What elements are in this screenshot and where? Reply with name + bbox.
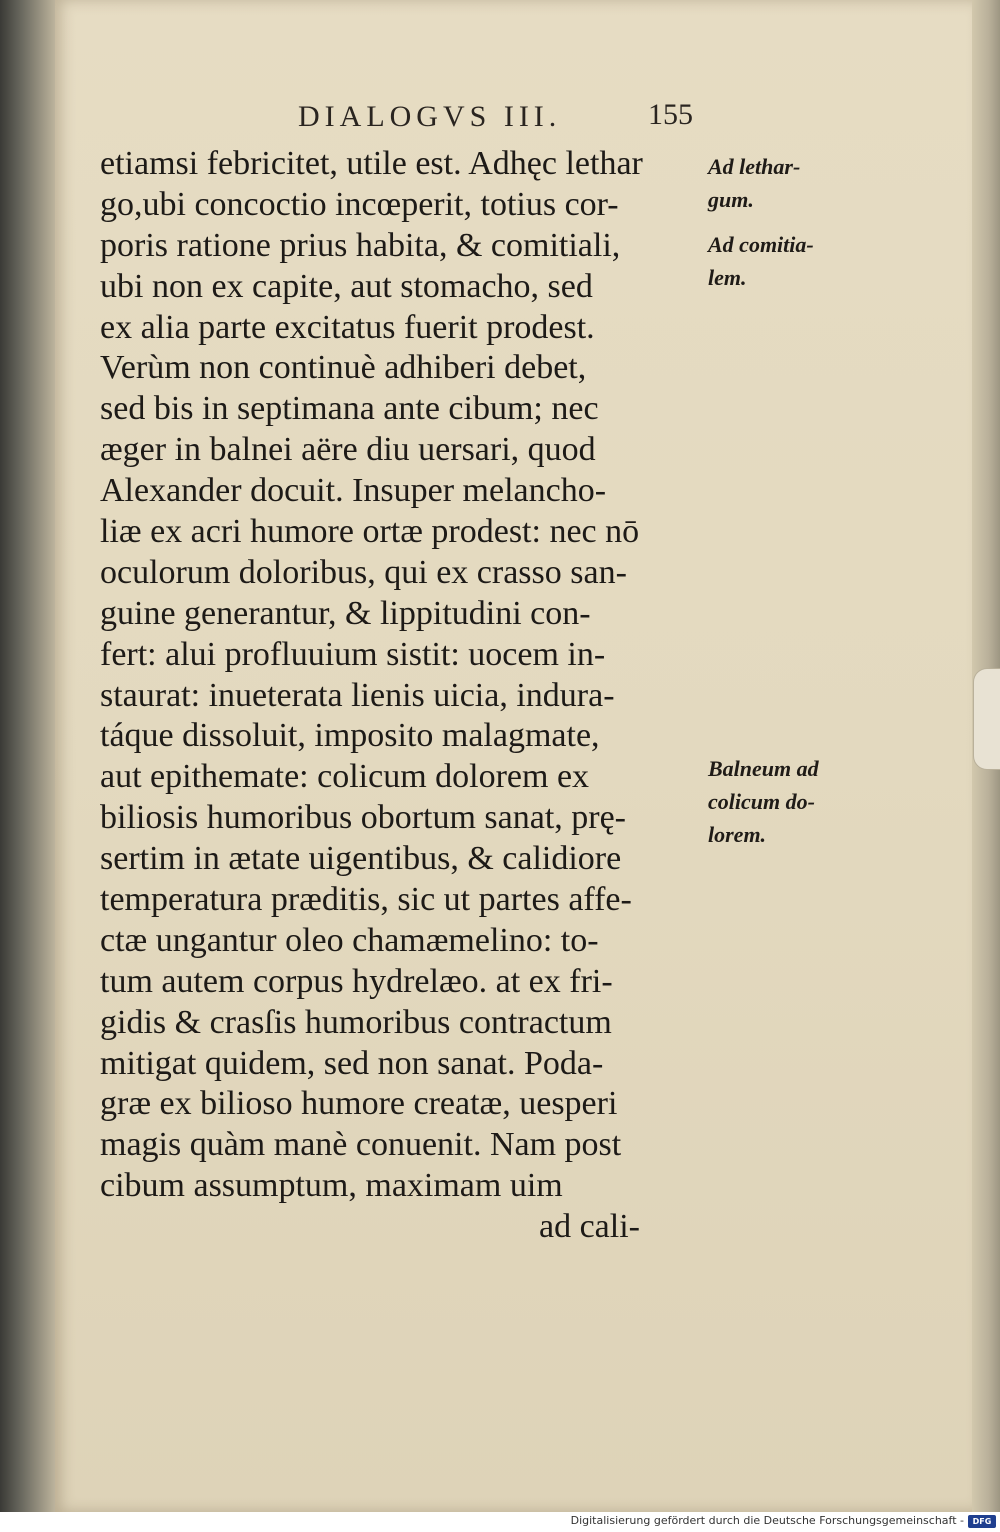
text-line: Alexander docuit. Insuper melancho- xyxy=(100,472,607,510)
footer-bar xyxy=(0,1512,1000,1532)
catchword: ad cali- xyxy=(539,1208,640,1246)
text-line: staurat: inueterata lienis uicia, indura- xyxy=(100,676,615,714)
text-line: fert: alui profluuium sistit: uocem in- xyxy=(100,635,606,673)
text-line: mitigat quidem, sed non sanat. Poda- xyxy=(100,1044,604,1082)
dfg-logo-icon: DFG xyxy=(968,1515,996,1528)
text-line: gidis & crasſis humoribus contractum xyxy=(100,1003,612,1041)
text-line: poris ratione prius habita, & comitiali, xyxy=(100,226,621,264)
margin-note-comitialem xyxy=(708,228,814,294)
margin-note-line: lorem. xyxy=(708,822,767,847)
text-line: sertim in ætate uigentibus, & calidiore xyxy=(100,840,622,878)
text-line: cibum assumptum, maximam uim xyxy=(100,1167,563,1205)
text-line: táque dissoluit, imposito malagmate, xyxy=(100,717,600,755)
text-line: ex alia parte excitatus fuerit prodest. xyxy=(100,308,595,346)
margin-note-lethargum xyxy=(708,150,800,216)
footer-credit: Digitalisierung gefördert durch die Deutsche Forschungsgemeinschaft - xyxy=(570,1514,964,1527)
text-line: Verùm non continuè adhiberi debet, xyxy=(100,349,587,387)
running-title: DIALOGVS III. xyxy=(298,100,562,133)
text-line: æger in balnei aëre diu uersari, quod xyxy=(100,431,596,469)
text-line: tum autem corpus hydrelæo. at ex fri- xyxy=(100,962,613,1000)
text-line: sed bis in septimana ante cibum; nec xyxy=(100,390,599,428)
main-text xyxy=(100,144,700,1248)
margin-note-line: gum. xyxy=(708,187,754,212)
text-line: go,ubi concoctio incœperit, totius cor- xyxy=(100,185,619,223)
text-line: guine generantur, & lippitudini con- xyxy=(100,594,591,632)
text-line: ubi non ex capite, aut stomacho, sed xyxy=(100,267,593,305)
margin-note-line: colicum do- xyxy=(708,789,815,814)
text-line: ctæ ungantur oleo chamæmelino: to- xyxy=(100,921,599,959)
text-line: liæ ex acri humore ortæ prodest: nec nō xyxy=(100,513,640,551)
text-line: temperatura præditis, sic ut partes affe- xyxy=(100,881,632,919)
margin-note-line: Ad lethar- xyxy=(708,154,801,179)
margin-note-line: Ad comitia- xyxy=(708,232,814,257)
text-line: græ ex bilioso humore creatæ, uesperi xyxy=(100,1085,618,1123)
text-line: etiamsi febricitet, utile est. Adhęc lethar xyxy=(100,145,643,182)
margin-note-balneum xyxy=(708,752,819,851)
margin-note-line: Balneum ad xyxy=(708,756,819,781)
page-clip xyxy=(973,668,1000,770)
text-line: aut epithemate: colicum dolorem ex xyxy=(100,758,590,796)
text-line: biliosis humoribus obortum sanat, prę- xyxy=(100,799,627,837)
margin-note-line: lem. xyxy=(708,265,747,290)
text-line: magis quàm manè conuenit. Nam post xyxy=(100,1126,622,1164)
text-line: oculorum doloribus, qui ex crasso san- xyxy=(100,553,627,591)
folio-number: 155 xyxy=(648,98,693,131)
